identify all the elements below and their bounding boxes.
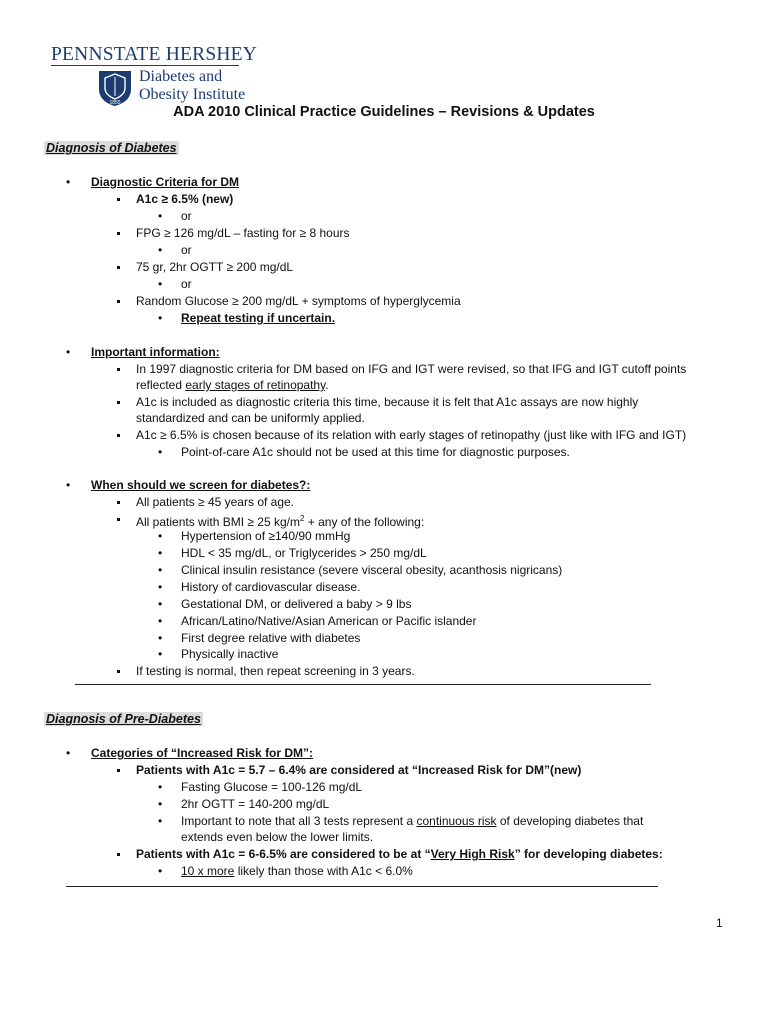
bullet-icon: • xyxy=(158,814,163,828)
square-bullet-icon xyxy=(117,434,120,437)
square-bullet-icon xyxy=(117,518,120,521)
screen-bmi: All patients with BMI ≥ 25 $kg/m^2$ + any of the following: xyxy=(136,514,425,529)
risk-item: Hypertension of ≥140/90 mmHg xyxy=(181,529,351,543)
bullet-icon: • xyxy=(66,345,71,359)
bullet-icon: • xyxy=(158,647,163,661)
risk-item: African/Latino/Native/Asian American or Pacific islander xyxy=(181,614,477,628)
risk-item: History of cardiovascular disease. xyxy=(181,580,361,594)
risk-item: HDL < 35 mg/dL, or Triglycerides > 250 mg/dL xyxy=(181,546,427,560)
important-label: Important information: xyxy=(91,345,220,359)
bullet-icon: • xyxy=(66,746,71,760)
square-bullet-icon xyxy=(117,853,120,856)
bullet-icon: • xyxy=(158,546,163,560)
pennstate-hershey-wordmark: PENNSTATE HERSHEY xyxy=(51,44,258,65)
bullet-icon: • xyxy=(158,797,163,811)
bullet-icon: • xyxy=(158,780,163,794)
square-bullet-icon xyxy=(117,266,120,269)
section-divider xyxy=(66,886,658,887)
bullet-icon: • xyxy=(158,597,163,611)
or-text: or xyxy=(181,209,192,223)
risk-item: Clinical insulin resistance (severe visceral obesity, acanthosis nigricans) xyxy=(181,563,563,577)
or-text: or xyxy=(181,243,192,257)
square-bullet-icon xyxy=(117,670,120,673)
risk-item: Gestational DM, or delivered a baby > 9 lbs xyxy=(181,597,412,611)
continuous-risk-note-line1: Important to note that all 3 tests represent a continuous risk of developing diabetes that xyxy=(181,814,644,828)
increased-risk-criterion: Patients with A1c = 5.7 – 6.4% are considered at “Increased Risk for DM”(new) xyxy=(136,763,582,777)
square-bullet-icon xyxy=(117,769,120,772)
square-bullet-icon xyxy=(117,501,120,504)
continuous-risk-emphasis: continuous risk xyxy=(416,814,497,828)
logo-divider xyxy=(51,65,239,66)
bullet-icon: • xyxy=(158,445,163,459)
institute-name-line1: Diabetes and xyxy=(139,68,223,85)
criterion-a1c: A1c ≥ 6.5% (new) xyxy=(136,192,234,206)
seal-year: 1855 xyxy=(109,100,121,106)
bullet-icon: • xyxy=(66,175,71,189)
criterion-ogtt: 75 gr, 2hr OGTT ≥ 200 mg/dL xyxy=(136,260,294,274)
bullet-icon: • xyxy=(66,478,71,492)
institute-logo xyxy=(51,44,258,108)
page-number: 1 xyxy=(716,916,723,930)
continuous-risk-note-line2: extends even below the lower limits. xyxy=(181,830,374,844)
ten-times-emphasis: 10 x more xyxy=(181,864,235,878)
section-divider xyxy=(75,684,651,685)
info-a1c-line2: standardized and can be uniformly applied. xyxy=(136,411,365,425)
risk-item: First degree relative with diabetes xyxy=(181,631,361,645)
fasting-glucose-range: Fasting Glucose = 100-126 mg/dL xyxy=(181,780,363,794)
section-heading-diagnosis: Diagnosis of Diabetes xyxy=(46,141,177,155)
criteria-label: Diagnostic Criteria for DM xyxy=(91,175,240,189)
square-bullet-icon xyxy=(117,368,120,371)
institute-name-line2: Obesity Institute xyxy=(139,86,246,103)
or-text: or xyxy=(181,277,192,291)
info-1997-line2: reflected early stages of retinopathy. xyxy=(136,378,329,392)
info-1997-line1: In 1997 diagnostic criteria for DM based on IFG and IGT were revised, so that IFG and IGT cutoff points xyxy=(136,362,687,376)
criterion-fpg: FPG ≥ 126 mg/dL – fasting for ≥ 8 hours xyxy=(136,226,350,240)
very-high-risk-criterion: Patients with A1c = 6-6.5% are considered to be at “Very High Risk” for developing diabetes: xyxy=(136,847,663,861)
very-high-risk-emphasis: Very High Risk xyxy=(430,847,515,861)
bullet-icon: • xyxy=(158,563,163,577)
info-threshold: A1c ≥ 6.5% is chosen because of its relation with early stages of retinopathy (just like with IFG and IGT) xyxy=(136,428,687,442)
bullet-icon: • xyxy=(158,864,163,878)
bullet-icon: • xyxy=(158,614,163,628)
bullet-icon: • xyxy=(158,277,163,291)
bullet-icon: • xyxy=(158,529,163,543)
square-bullet-icon xyxy=(117,198,120,201)
square-bullet-icon xyxy=(117,401,120,404)
university-seal-icon xyxy=(96,69,134,107)
bullet-icon: • xyxy=(158,631,163,645)
square-bullet-icon xyxy=(117,300,120,303)
screen-repeat: If testing is normal, then repeat screening in 3 years. xyxy=(136,664,415,678)
ten-times-note: 10 x more likely than those with A1c < 6.0% xyxy=(181,864,413,878)
ogtt-range: 2hr OGTT = 140-200 mg/dL xyxy=(181,797,330,811)
screen-age: All patients ≥ 45 years of age. xyxy=(136,495,295,509)
section-heading-prediabetes: Diagnosis of Pre-Diabetes xyxy=(46,712,201,726)
criterion-random-glucose: Random Glucose ≥ 200 mg/dL + symptoms of hyperglycemia xyxy=(136,294,461,308)
document-title: ADA 2010 Clinical Practice Guidelines – Revisions & Updates xyxy=(173,104,595,120)
point-of-care-note: Point-of-care A1c should not be used at this time for diagnostic purposes. xyxy=(181,445,570,459)
bullet-icon: • xyxy=(158,580,163,594)
bullet-icon: • xyxy=(158,209,163,223)
risk-item: Physically inactive xyxy=(181,647,279,661)
repeat-testing-note: Repeat testing if uncertain. xyxy=(181,311,336,325)
square-bullet-icon xyxy=(117,232,120,235)
categories-label: Categories of “Increased Risk for DM”: xyxy=(91,746,314,760)
bullet-icon: • xyxy=(158,311,163,325)
retinopathy-emphasis: early stages of retinopathy xyxy=(185,378,326,392)
screen-label: When should we screen for diabetes?: xyxy=(91,478,311,492)
info-a1c-line1: A1c is included as diagnostic criteria this time, because it is felt that A1c assays are now highly xyxy=(136,395,639,409)
bullet-icon: • xyxy=(158,243,163,257)
